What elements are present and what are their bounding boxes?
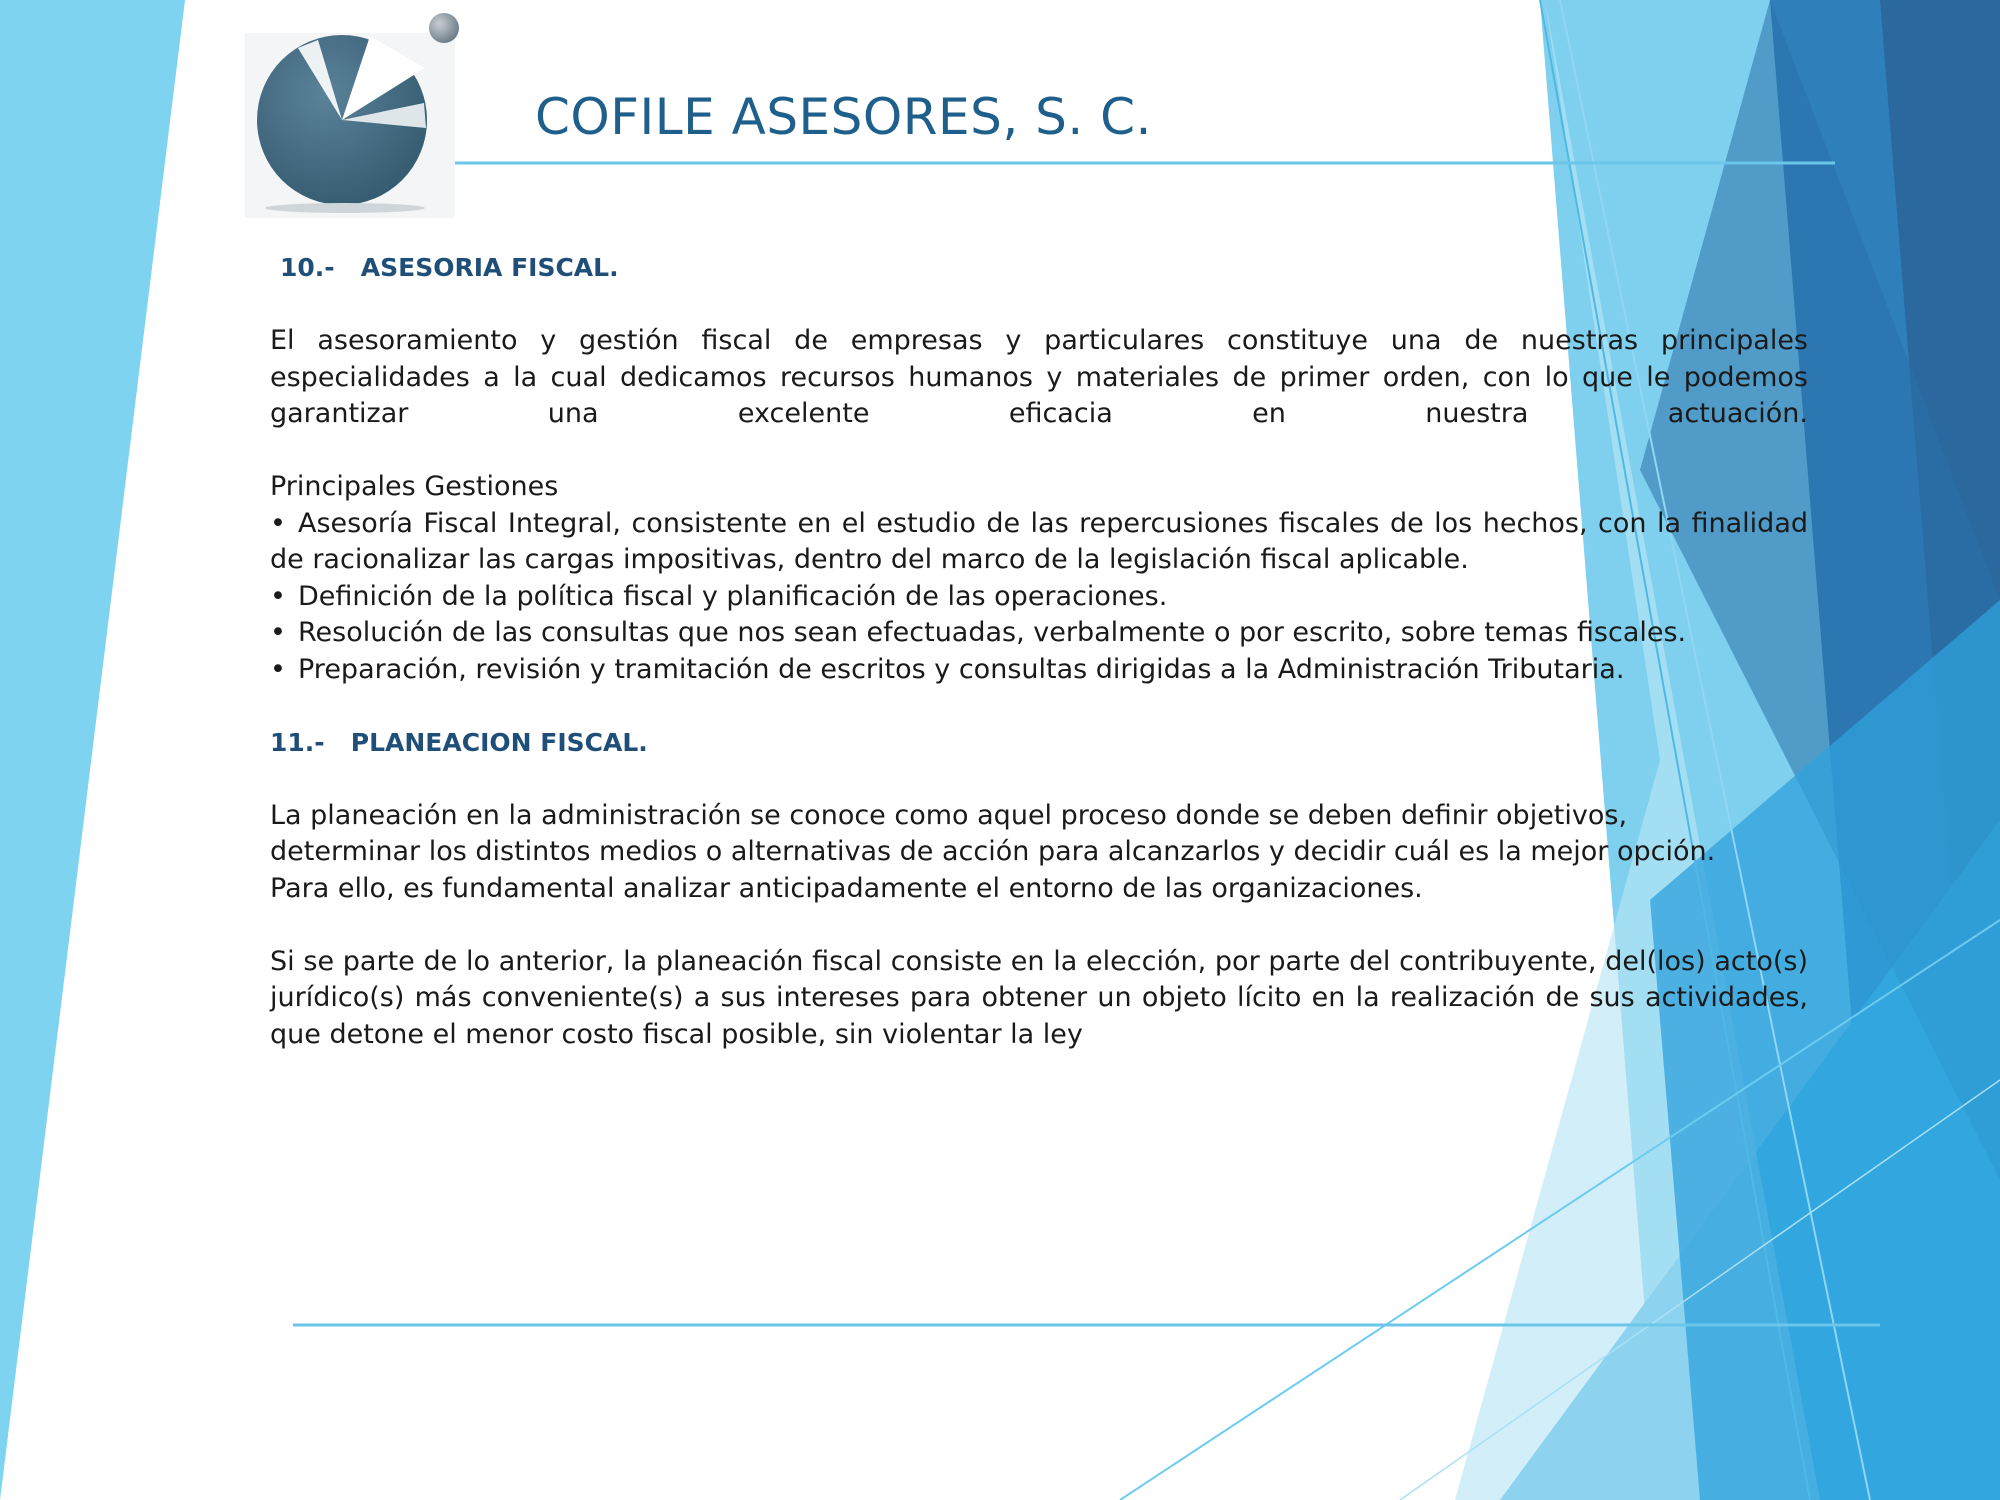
bullet-list <box>270 506 1808 689</box>
spacer <box>270 907 1808 944</box>
bullet-icon: • <box>270 507 286 539</box>
section-heading: 11.- PLANEACION FISCAL. <box>270 727 648 757</box>
page-title: COFILE ASESORES, S. C. <box>535 88 1152 146</box>
list-item-text: Definición de la política fiscal y planificación de las operaciones. <box>298 580 1168 612</box>
list-item <box>270 506 1808 579</box>
spacer <box>270 433 1808 470</box>
body-line: determinar los distintos medios o alternativas de acción para alcanzarlos y decidir cuál es la mejor opción. <box>270 836 1716 867</box>
bullet-icon: • <box>270 580 286 612</box>
list-item <box>270 579 1808 616</box>
list-item-text: Asesoría Fiscal Integral, consistente en el estudio de las repercusiones fiscales de los hechos, con la finalidad de racionalizar las cargas impositivas, dentro del marco de la legislación fiscal aplicable. <box>270 507 1808 575</box>
list-item-text: Resolución de las consultas que nos sean efectuadas, verbalmente o por escrito, sobre temas fiscales. <box>298 617 1687 648</box>
list-item-text: Preparación, revisión y tramitación de escritos y consultas dirigidas a la Administración Tributaria. <box>298 653 1625 685</box>
body-paragraph: Si se parte de lo anterior, la planeación fiscal consiste en la elección, por parte del contribuyente, del(los) acto(s) jurídico(s) más conveniente(s) a sus intereses para obtener un objeto lícito en la realización de sus actividades, que detone el menor costo fiscal posible, sin violentar la ley <box>270 945 1808 1050</box>
pie-chart-logo-icon <box>240 8 470 218</box>
section-heading: 10.- ASESORIA FISCAL. <box>280 253 619 282</box>
spacer <box>270 287 1808 324</box>
spacer <box>270 688 1808 725</box>
bullet-icon: • <box>270 617 286 648</box>
left-accent-shape <box>0 0 185 1500</box>
spacer <box>270 761 1808 798</box>
main-content <box>270 250 1808 1053</box>
body-line: Para ello, es fundamental analizar anticipadamente el entorno de las organizaciones. <box>270 872 1423 904</box>
list-item <box>270 615 1808 652</box>
body-line: La planeación en la administración se conoce como aquel proceso donde se deben definir objetivos, <box>270 799 1628 831</box>
intro-paragraph: El asesoramiento y gestión fiscal de empresas y particulares constituye una de nuestras principales especialidades a la cual dedicamos recursos humanos y materiales de primer orden, con lo que le podemos garantizar una excelente eficacia en nuestra actuación. <box>270 325 1808 429</box>
list-title: Principales Gestiones <box>270 471 559 502</box>
list-item <box>270 652 1808 689</box>
bullet-icon: • <box>270 653 286 685</box>
